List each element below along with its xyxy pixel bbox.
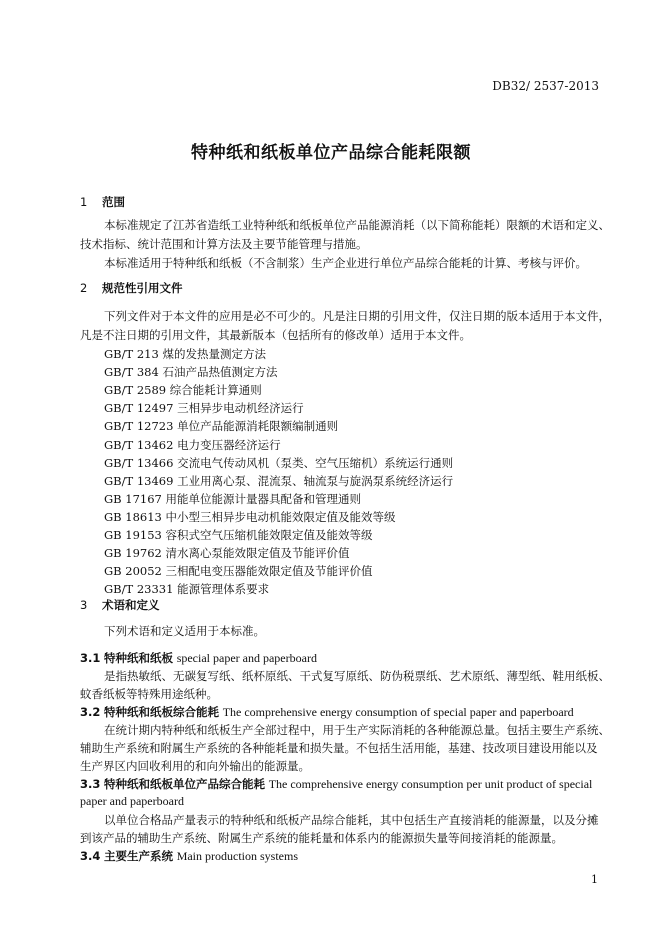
reference-code: GB 18613	[104, 509, 162, 524]
term-chinese: 特种纸和纸板	[104, 651, 174, 665]
reference-item	[104, 491, 361, 507]
reference-code: GB/T 384	[104, 365, 159, 380]
section-title: 规范性引用文件	[102, 281, 183, 295]
standard-number: DB32/ 2537-2013	[492, 79, 599, 93]
reference-title: 单位产品能源消耗限额编制通则	[177, 419, 339, 434]
page-title: 特种纸和纸板单位产品综合能耗限额	[191, 143, 471, 163]
reference-code: GB/T 13466	[104, 455, 174, 470]
reference-title: 能源管理体系要求	[177, 582, 270, 597]
paragraph-line: 技术指标、统计范围和计算方法及主要节能管理与措施。	[80, 237, 368, 251]
term-chinese: 特种纸和纸板单位产品综合能耗	[104, 777, 266, 791]
reference-item	[104, 527, 373, 543]
reference-code: GB/T 12723	[104, 419, 174, 434]
reference-code: GB/T 13469	[104, 473, 174, 488]
paragraph-line: 本标准适用于特种纸和纸板（不含制浆）生产企业进行单位产品综合能耗的计算、考核与评价。	[104, 256, 587, 270]
reference-title: 综合能耗计算通则	[169, 383, 262, 398]
term-chinese: 主要生产系统	[104, 849, 174, 863]
reference-item	[104, 437, 281, 453]
reference-item	[104, 382, 262, 398]
paragraph-line: 以单位合格品产量表示的特种纸和纸板产品综合能耗，其中包括生产直接消耗的能源量，以及分摊	[104, 813, 599, 827]
paragraph-line: 本标准规定了江苏省造纸工业特种纸和纸板单位产品能源消耗（以下简称能耗）限额的术语和定义、	[104, 218, 610, 232]
reference-title: 用能单位能源计量器具配备和管理通则	[165, 491, 362, 506]
term-chinese: 特种纸和纸板综合能耗	[104, 705, 220, 719]
section-title: 术语和定义	[102, 598, 160, 612]
section-number: 1	[80, 195, 88, 209]
paragraph-line: 蚊香纸板等特殊用途纸种。	[80, 687, 218, 701]
reference-code: GB/T 23331	[104, 582, 174, 597]
reference-code: GB 19762	[104, 546, 162, 561]
reference-item	[104, 400, 304, 416]
paragraph-line: 生产界区内回收利用的和向外输出的能源量。	[80, 759, 310, 773]
paragraph-line: 凡是不注日期的引用文件，其最新版本（包括所有的修改单）适用于本文件。	[80, 328, 471, 342]
reference-item	[104, 364, 277, 380]
paragraph-line: 是指热敏纸、无碳复写纸、纸杯原纸、干式复写原纸、防伪税票纸、艺术原纸、薄型纸、鞋用纸板、	[104, 669, 610, 683]
reference-item	[104, 418, 338, 434]
paragraph-line: 到该产品的辅助生产系统、附属生产系统的能耗量和体系内的能源损失量等间接消耗的能源量。	[80, 831, 563, 845]
reference-code: GB/T 12497	[104, 401, 174, 416]
paragraph-line: 下列文件对于本文件的应用是必不可少的。凡是注日期的引用文件，仅注日期的版本适用于本文件，	[104, 309, 610, 323]
reference-title: 容积式空气压缩机能效限定值及能效等级	[165, 528, 373, 542]
subsection-3-2-heading	[80, 704, 574, 720]
term-english: special paper and paperboard	[176, 651, 317, 665]
reference-title: 煤的发热量测定方法	[162, 347, 266, 361]
subsection-3-4-heading	[80, 848, 298, 864]
subsection-number: 3.4	[80, 849, 101, 863]
reference-title: 石油产品热值测定方法	[162, 365, 278, 380]
term-english: Main production systems	[176, 849, 299, 863]
reference-code: GB 19153	[104, 528, 162, 542]
reference-title: 中小型三相异步电动机能效限定值及能效等级	[165, 509, 396, 524]
reference-item	[104, 473, 453, 489]
reference-title: 电力变压器经济运行	[177, 437, 281, 452]
subsection-number: 3.3	[80, 777, 101, 791]
reference-title: 清水离心泵能效限定值及节能评价值	[165, 546, 350, 561]
subsection-number: 3.2	[80, 705, 101, 719]
reference-item	[104, 455, 453, 471]
section-2-heading	[80, 280, 183, 296]
paragraph-line: 在统计期内特种纸和纸板生产全部过程中，用于生产实际消耗的各种能源总量。包括主要生产系统、	[104, 723, 610, 737]
reference-title: 工业用离心泵、混流泵、轴流泵与旋涡泵系统经济运行	[177, 473, 454, 488]
reference-item	[104, 509, 396, 525]
term-english: The comprehensive energy consumption per unit product of special	[268, 777, 593, 791]
reference-title: 交流电气传动风机（泵类、空气压缩机）系统运行通则	[177, 455, 454, 470]
reference-title: 三相异步电动机经济运行	[177, 401, 304, 416]
section-3-heading	[80, 597, 160, 613]
subsection-3-3-heading	[80, 776, 592, 792]
section-1-heading	[80, 194, 125, 210]
subsection-3-1-heading	[80, 650, 317, 666]
paragraph-line: 下列术语和定义适用于本标准。	[104, 624, 265, 638]
term-english: paper and paperboard	[80, 794, 184, 808]
reference-code: GB/T 2589	[104, 383, 167, 398]
paragraph-line: 辅助生产系统和附属生产系统的各种能耗量和损失量。不包括生活用能，基建、技改项目建设用能以及	[80, 741, 598, 755]
term-english: The comprehensive energy consumption of special paper and paperboard	[222, 705, 574, 719]
reference-code: GB/T 13462	[104, 437, 174, 452]
reference-code: GB/T 213	[104, 347, 159, 361]
section-number: 3	[80, 598, 88, 612]
reference-title: 三相配电变压器能效限定值及节能评价值	[165, 564, 373, 579]
page-number: 1	[591, 873, 598, 886]
reference-item	[104, 581, 269, 597]
section-number: 2	[80, 281, 88, 295]
reference-item	[104, 346, 266, 362]
reference-item	[104, 545, 350, 561]
section-title: 范围	[102, 195, 125, 209]
reference-item	[104, 563, 373, 579]
term-english-continued	[80, 794, 184, 809]
subsection-number: 3.1	[80, 651, 101, 665]
reference-code: GB 17167	[104, 491, 162, 506]
reference-code: GB 20052	[104, 564, 162, 579]
